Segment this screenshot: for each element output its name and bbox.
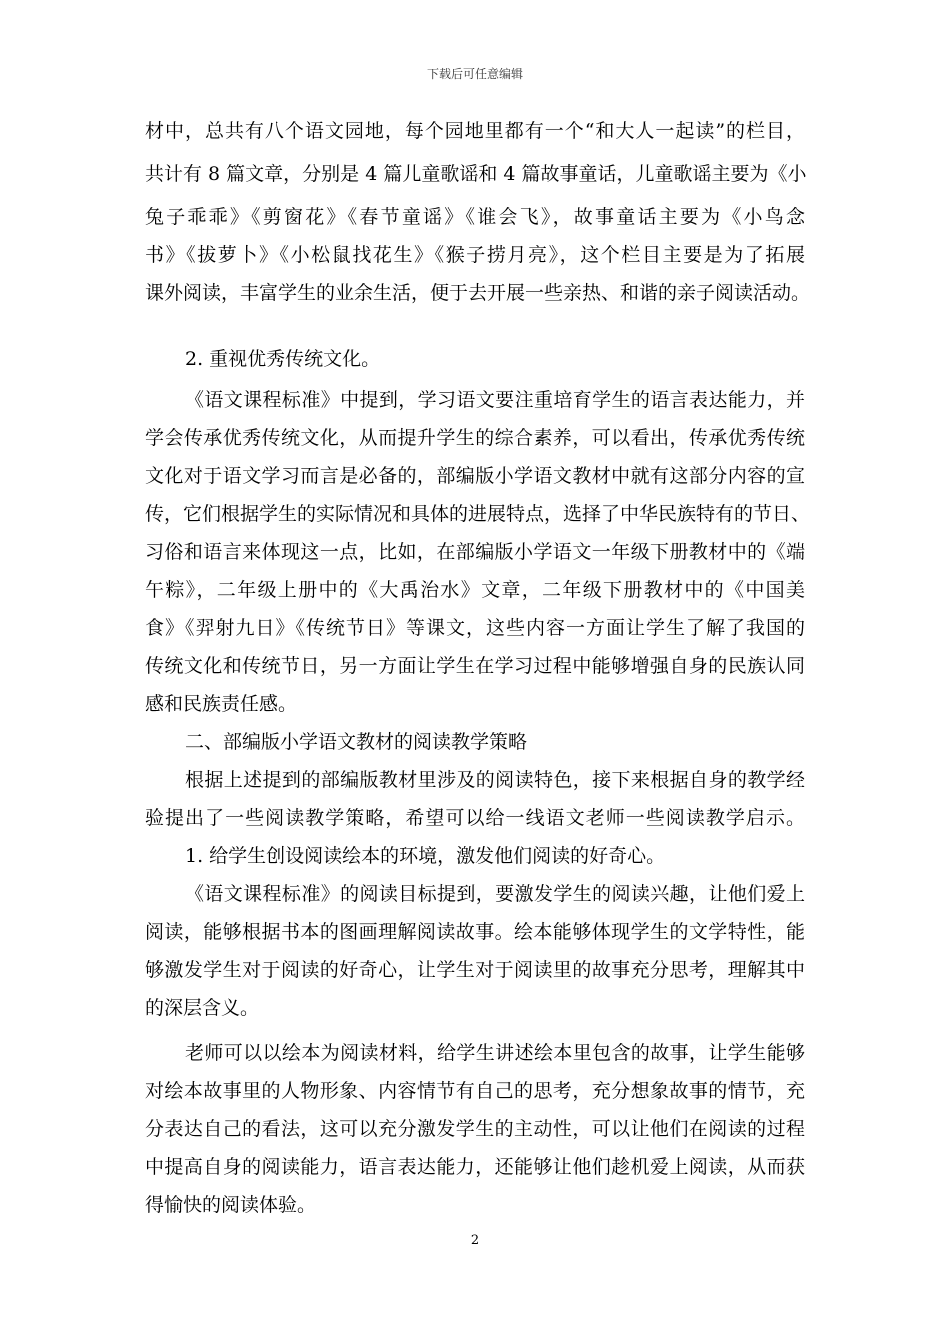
body-line: 食》《羿射九日》《传统节日》等课文，这些内容一方面让学生了解了我国的 bbox=[145, 617, 805, 639]
section-heading: 1. 给学生创设阅读绘本的环境，激发他们阅读的好奇心。 bbox=[185, 845, 666, 867]
body-line: 够激发学生对于阅读的好奇心，让学生对于阅读里的故事充分思考，理解其中 bbox=[145, 959, 805, 981]
body-line: 书》《拔萝卜》《小松鼠找花生》《猴子捞月亮》，这个栏目主要是为了拓展 bbox=[145, 244, 805, 266]
body-line: 的深层含义。 bbox=[145, 997, 260, 1019]
body-line: 兔子乖乖》《剪窗花》《春节童谣》《谁会飞》，故事童话主要为《小鸟念 bbox=[145, 206, 805, 228]
body-line: 分表达自己的看法，这可以充分激发学生的主动性，可以让他们在阅读的过程 bbox=[145, 1118, 805, 1140]
body-line: 对绘本故事里的人物形象、内容情节有自己的思考，充分想象故事的情节，充 bbox=[145, 1080, 805, 1102]
body-line: 材中，总共有八个语文园地，每个园地里都有一个“和大人一起读”的栏目， bbox=[145, 120, 805, 142]
body-line: 感和民族责任感。 bbox=[145, 693, 298, 715]
body-line: 传，它们根据学生的实际情况和具体的进展特点，选择了中华民族特有的节日、 bbox=[145, 503, 811, 525]
body-line: 传统文化和传统节日，另一方面让学生在学习过程中能够增强自身的民族认同 bbox=[145, 655, 805, 677]
body-line: 共计有 8 篇文章，分别是 4 篇儿童歌谣和 4 篇故事童话，儿童歌谣主要为《小 bbox=[145, 163, 807, 185]
body-line: 中提高自身的阅读能力，语言表达能力，还能够让他们趁机爱上阅读，从而获 bbox=[145, 1156, 805, 1178]
page-header: 下载后可任意编辑 bbox=[426, 67, 523, 81]
body-line: 习俗和语言来体现这一点，比如，在部编版小学语文一年级下册教材中的《端 bbox=[145, 541, 805, 563]
body-line: 《语文课程标准》的阅读目标提到，要激发学生的阅读兴趣，让他们爱上 bbox=[185, 883, 805, 905]
page-number: 2 bbox=[470, 1233, 480, 1248]
body-line: 课外阅读，丰富学生的业余生活，便于去开展一些亲热、和谐的亲子阅读活动。 bbox=[145, 282, 811, 304]
body-line: 学会传承优秀传统文化，从而提升学生的综合素养，可以看出，传承优秀传统 bbox=[145, 427, 805, 449]
body-line: 得愉快的阅读体验。 bbox=[145, 1194, 317, 1216]
body-line: 阅读，能够根据书本的图画理解阅读故事。绘本能够体现学生的文学特性，能 bbox=[145, 921, 805, 943]
body-line: 老师可以以绘本为阅读材料，给学生讲述绘本里包含的故事，让学生能够 bbox=[185, 1042, 805, 1064]
body-line: 根据上述提到的部编版教材里涉及的阅读特色，接下来根据自身的教学经 bbox=[185, 769, 805, 791]
body-line: 验提出了一些阅读教学策略，希望可以给一线语文老师一些阅读教学启示。 bbox=[145, 807, 805, 829]
body-line: 午粽》，二年级上册中的《大禹治水》文章，二年级下册教材中的《中国美 bbox=[145, 579, 805, 601]
body-line: 《语文课程标准》中提到，学习语文要注重培育学生的语言表达能力，并 bbox=[185, 389, 805, 411]
body-line: 文化对于语文学习而言是必备的，部编版小学语文教材中就有这部分内容的宣 bbox=[145, 465, 805, 487]
section-heading: 2. 重视优秀传统文化。 bbox=[185, 348, 381, 370]
section-heading: 二、部编版小学语文教材的阅读教学策略 bbox=[185, 731, 528, 753]
